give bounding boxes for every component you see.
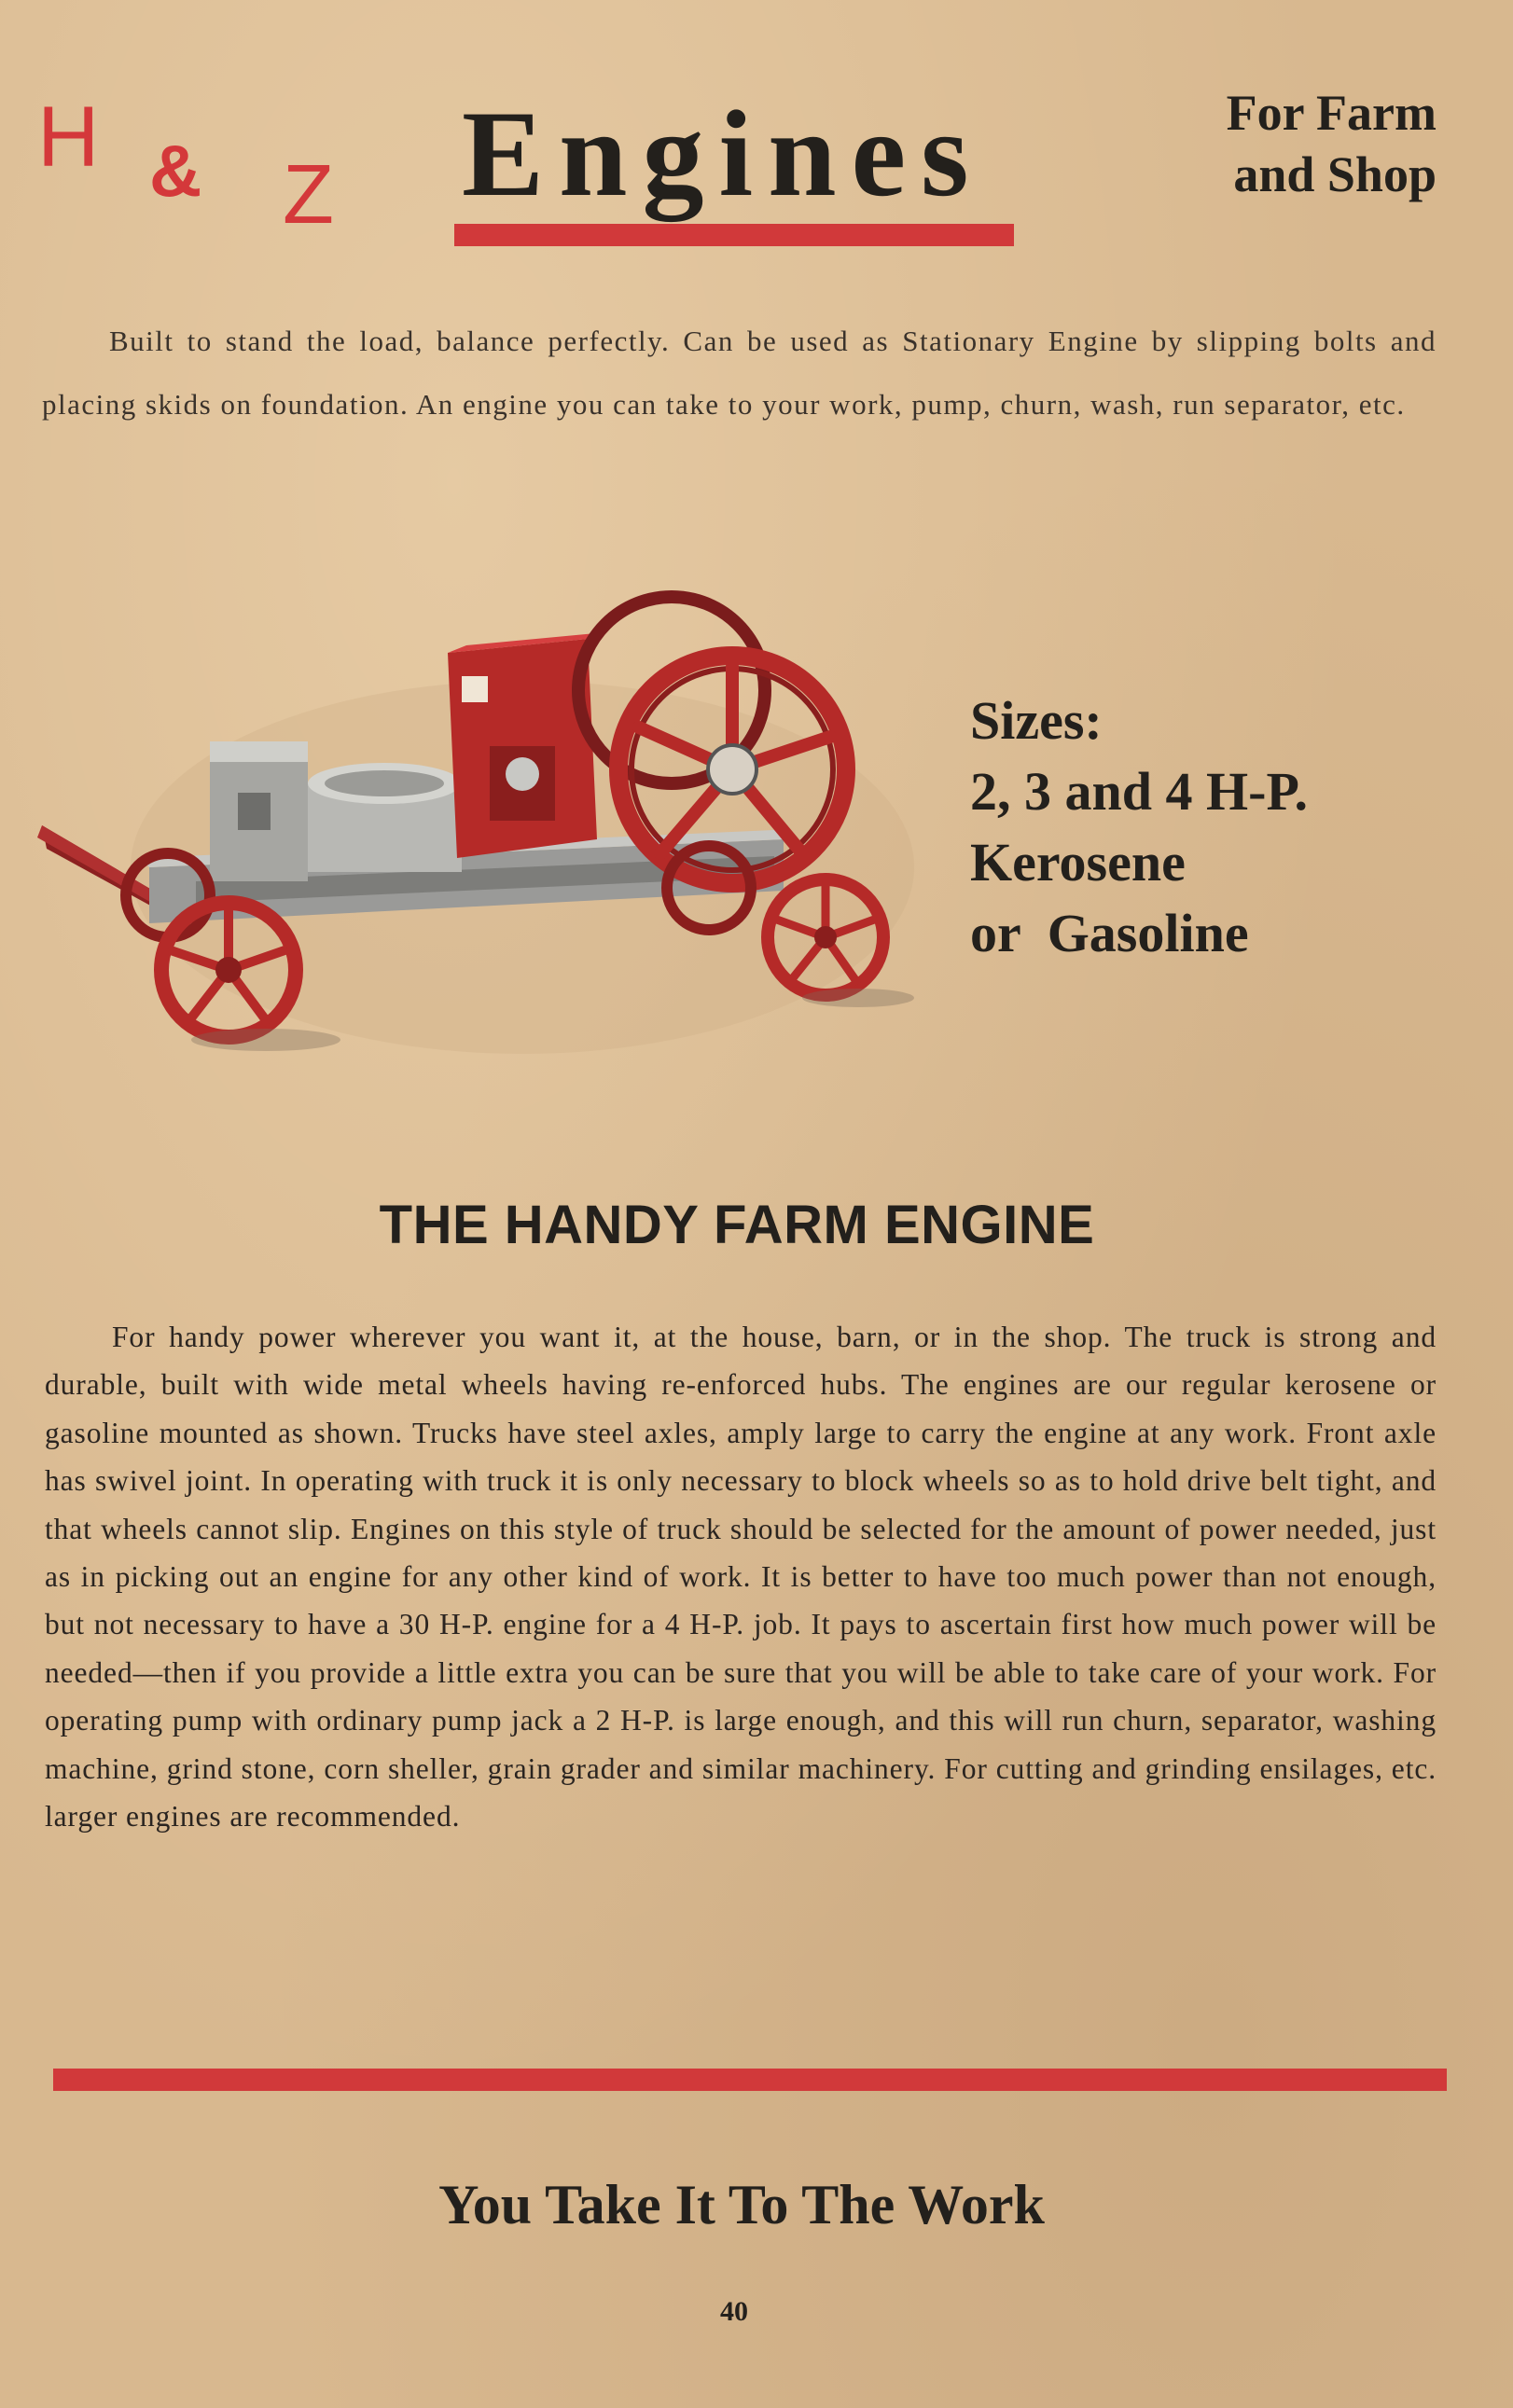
tagline-line-1: For Farm	[1226, 85, 1437, 141]
slogan: You Take It To The Work	[438, 2174, 1045, 2235]
page-title: Engines	[462, 85, 984, 222]
sizes-hp: 2, 3 and 4 H-P.	[970, 761, 1309, 822]
tagline	[1147, 82, 1437, 205]
tagline-line-2: and Shop	[1233, 146, 1437, 202]
sizes-fuel-2: or Gasoline	[970, 903, 1249, 963]
section-heading: THE HANDY FARM ENGINE	[379, 1195, 1095, 1255]
sizes-label: Sizes:	[970, 690, 1103, 751]
sizes-block	[970, 685, 1492, 969]
title-underline	[454, 224, 1014, 246]
body-paragraph: For handy power wherever you want it, at the house, barn, or in the shop. The truck is strong and durable, built with wide metal wheels having re-enforced hubs. The engines are our regular kerosene or gasoline mounted as shown. Trucks have steel axles, amply large to carry the engine at any work. Front axle has swivel joint. In operating with truck it is only necessary to block wheels so as to hold drive belt tight, and that wheels cannot slip. Engines on this style of truck should be selected for the amount of power needed, just as in picking out an engine for any other kind of work. It is better to have too much power than not enough, but not necessary to have a 30 H-P. engine for a 4 H-P. job. It pays to ascertain first how much power will be needed—then if you provide a little extra you can be sure that you will be able to take care of your work. For operating pump with ordinary pump jack a 2 H-P. is large enough, and this will run churn, separator, washing machine, grind stone, corn sheller, grain grader and similar machinery. For cutting and grinding ensilages, etc. larger engines are recommended.	[45, 1321, 1437, 1834]
brand-ampersand: &	[149, 130, 202, 212]
engine-truck-illustration	[37, 560, 933, 1082]
sizes-fuel-1: Kerosene	[970, 832, 1186, 893]
page-number: 40	[720, 2296, 748, 2327]
intro-paragraph: Built to stand the load, balance perfectly. Can be used as Stationary Engine by slipping bolts and placing skids on foundation. An engine you can take to your work, pump, churn, wash, run separator, etc.	[42, 325, 1437, 421]
brand-letter-z: Z	[283, 148, 334, 242]
brand-letter-h: H	[37, 90, 100, 185]
bottom-divider	[53, 2069, 1447, 2091]
